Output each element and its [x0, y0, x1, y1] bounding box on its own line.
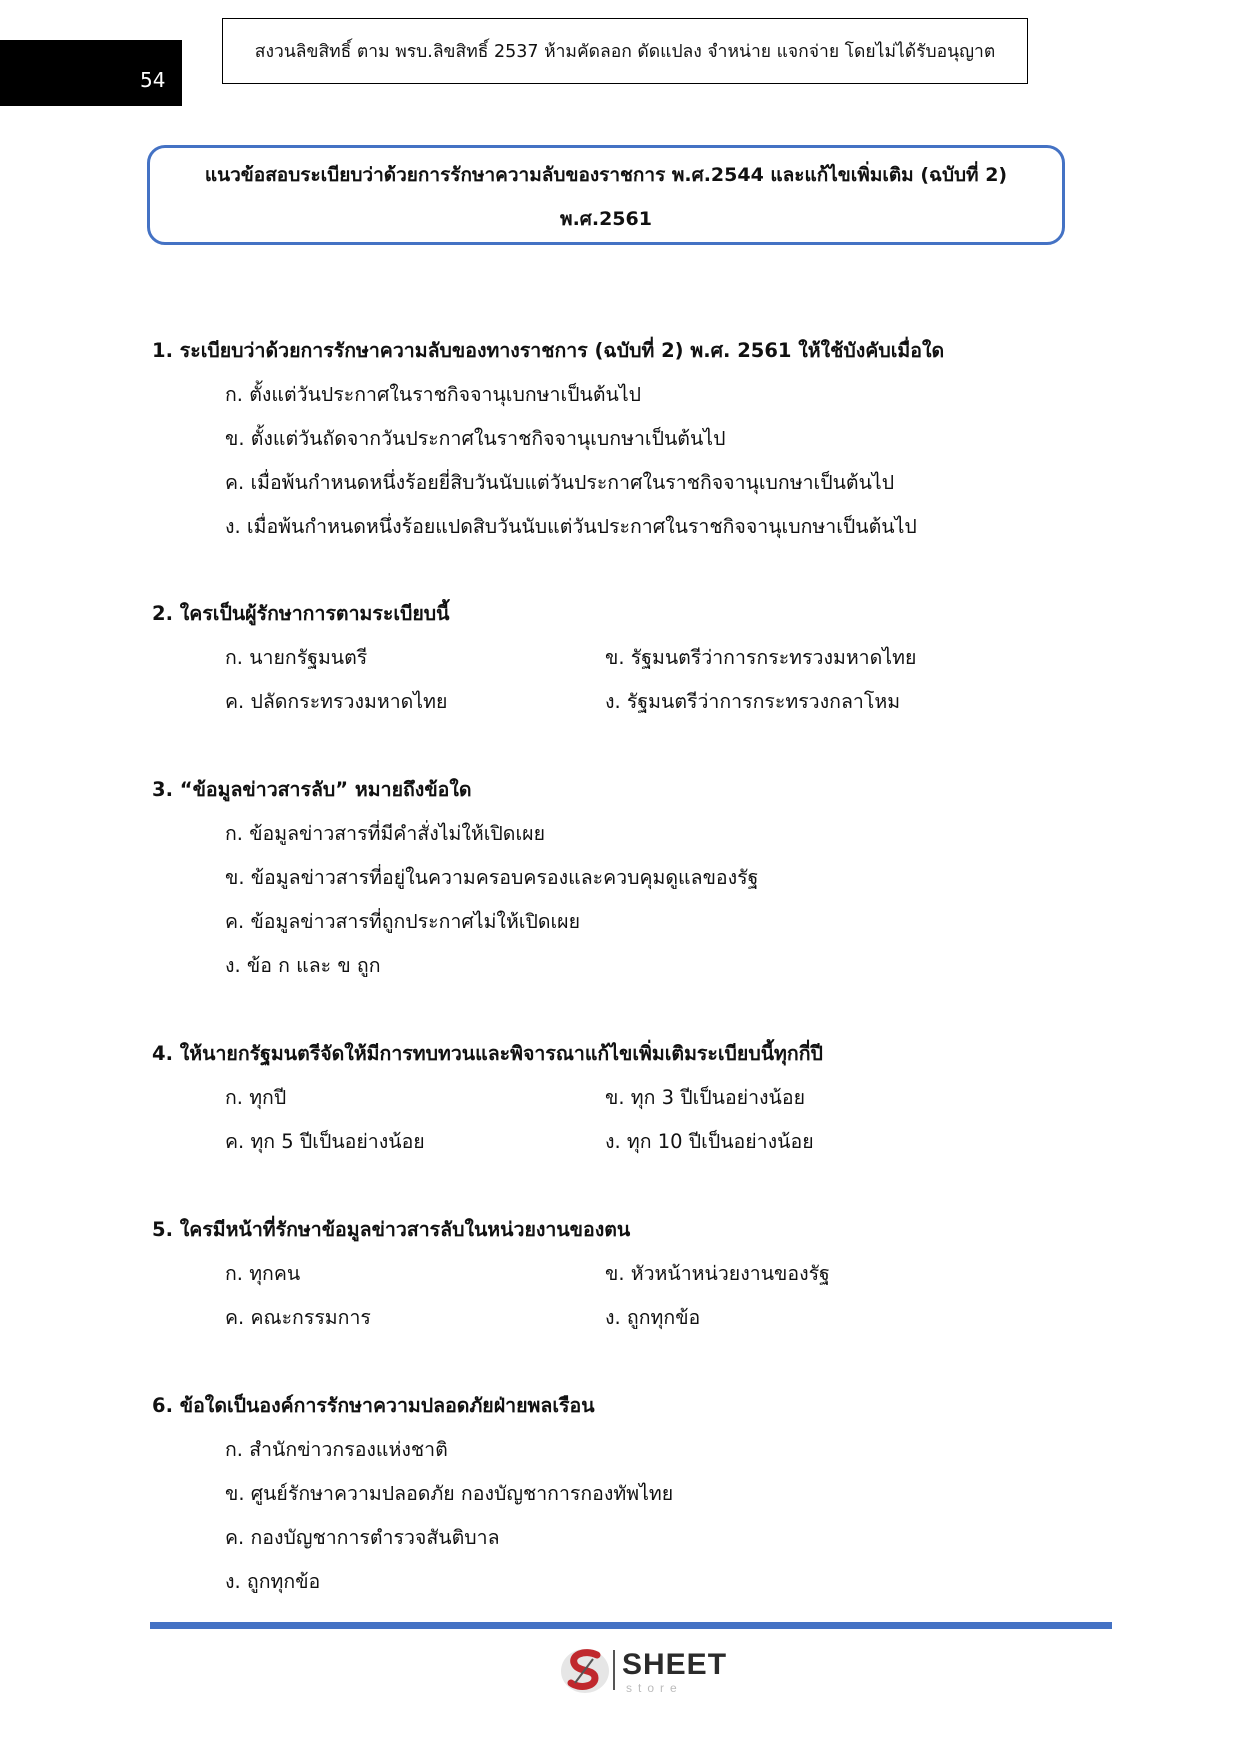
option: ข. ข้อมูลข่าวสารที่อยู่ในความครอบครองและควบคุมดูแลของรัฐ: [225, 866, 759, 889]
question-title: 4. ให้นายกรัฐมนตรีจัดให้มีการทบทวนและพิจารณาแก้ไขเพิ่มเติมระเบียบนี้ทุกกี่ปี: [152, 1042, 823, 1065]
logo-divider: [613, 1650, 615, 1690]
option: ข. ตั้งแต่วันถัดจากวันประกาศในราชกิจจานุเบกษาเป็นต้นไป: [225, 427, 726, 450]
option: ก. ทุกคน: [225, 1262, 301, 1285]
option: ก. ทุกปี: [225, 1086, 287, 1109]
option: ข. หัวหน้าหน่วยงานของรัฐ: [605, 1262, 830, 1285]
logo-text: SHEET: [622, 1648, 728, 1681]
page-title-line2: พ.ศ.2561: [560, 208, 652, 230]
option: ง. ทุก 10 ปีเป็นอย่างน้อย: [605, 1130, 814, 1153]
question-title: 2. ใครเป็นผู้รักษาการตามระเบียบนี้: [152, 602, 450, 625]
question-title: 3. “ข้อมูลข่าวสารลับ” หมายถึงข้อใด: [152, 778, 472, 801]
option: ง. ข้อ ก และ ข ถูก: [225, 954, 381, 977]
options-grid: [152, 1076, 1065, 1164]
question-4: [152, 1032, 1065, 1164]
option: ค. ข้อมูลข่าวสารที่ถูกประกาศไม่ให้เปิดเผย: [225, 910, 581, 933]
footer-divider: [150, 1622, 1112, 1629]
question-title: 6. ข้อใดเป็นองค์การรักษาความปลอดภัยฝ่ายพลเรือน: [152, 1394, 595, 1417]
page-title-box: [147, 145, 1065, 245]
option: ง. เมื่อพ้นกำหนดหนึ่งร้อยแปดสิบวันนับแต่วันประกาศในราชกิจจานุเบกษาเป็นต้นไป: [225, 515, 917, 538]
question-6: [152, 1384, 673, 1604]
logo-subtext: store: [626, 1681, 683, 1695]
option: ง. รัฐมนตรีว่าการกระทรวงกลาโหม: [605, 690, 901, 713]
page-number-tab: [0, 40, 182, 106]
options-grid: [152, 636, 1065, 724]
page-number: 54: [140, 68, 166, 92]
question-5: [152, 1208, 1065, 1340]
option: ก. สำนักข่าวกรองแห่งชาติ: [225, 1438, 448, 1461]
page-title-line1: แนวข้อสอบระเบียบว่าด้วยการรักษาความลับของราชการ พ.ศ.2544 และแก้ไขเพิ่มเติม (ฉบับที่ 2): [204, 164, 1008, 186]
option: ค. ปลัดกระทรวงมหาดไทย: [225, 690, 448, 713]
option: ค. กองบัญชาการตำรวจสันติบาล: [225, 1526, 500, 1549]
question-title: 1. ระเบียบว่าด้วยการรักษาความลับของทางราชการ (ฉบับที่ 2) พ.ศ. 2561 ให้ใช้บังคับเมื่อใด: [152, 339, 945, 362]
option: ง. ถูกทุกข้อ: [605, 1306, 701, 1329]
copyright-notice: สงวนลิขสิทธิ์ ตาม พรบ.ลิขสิทธิ์ 2537 ห้ามคัดลอก ดัดแปลง จำหน่าย แจกจ่าย โดยไม่ได้รับอนุญาต: [222, 18, 1028, 84]
sheet-store-logo-icon: [555, 1645, 615, 1697]
question-3: [152, 768, 758, 988]
question-title: 5. ใครมีหน้าที่รักษาข้อมูลข่าวสารลับในหน่วยงานของตน: [152, 1218, 631, 1241]
option: ข. ศูนย์รักษาความปลอดภัย กองบัญชาการกองทัพไทย: [225, 1482, 674, 1505]
option: ง. ถูกทุกข้อ: [225, 1570, 321, 1593]
question-1: [152, 329, 944, 549]
question-2: [152, 592, 1065, 724]
option: ข. รัฐมนตรีว่าการกระทรวงมหาดไทย: [605, 646, 917, 669]
option: ค. เมื่อพ้นกำหนดหนึ่งร้อยยี่สิบวันนับแต่วันประกาศในราชกิจจานุเบกษาเป็นต้นไป: [225, 471, 895, 494]
option: ข. ทุก 3 ปีเป็นอย่างน้อย: [605, 1086, 806, 1109]
option: ค. ทุก 5 ปีเป็นอย่างน้อย: [225, 1130, 425, 1153]
options-grid: [152, 1252, 1065, 1340]
option: ก. ข้อมูลข่าวสารที่มีคำสั่งไม่ให้เปิดเผย: [225, 822, 545, 845]
option: ค. คณะกรรมการ: [225, 1306, 371, 1329]
option: ก. นายกรัฐมนตรี: [225, 646, 368, 669]
option: ก. ตั้งแต่วันประกาศในราชกิจจานุเบกษาเป็นต้นไป: [225, 383, 642, 406]
